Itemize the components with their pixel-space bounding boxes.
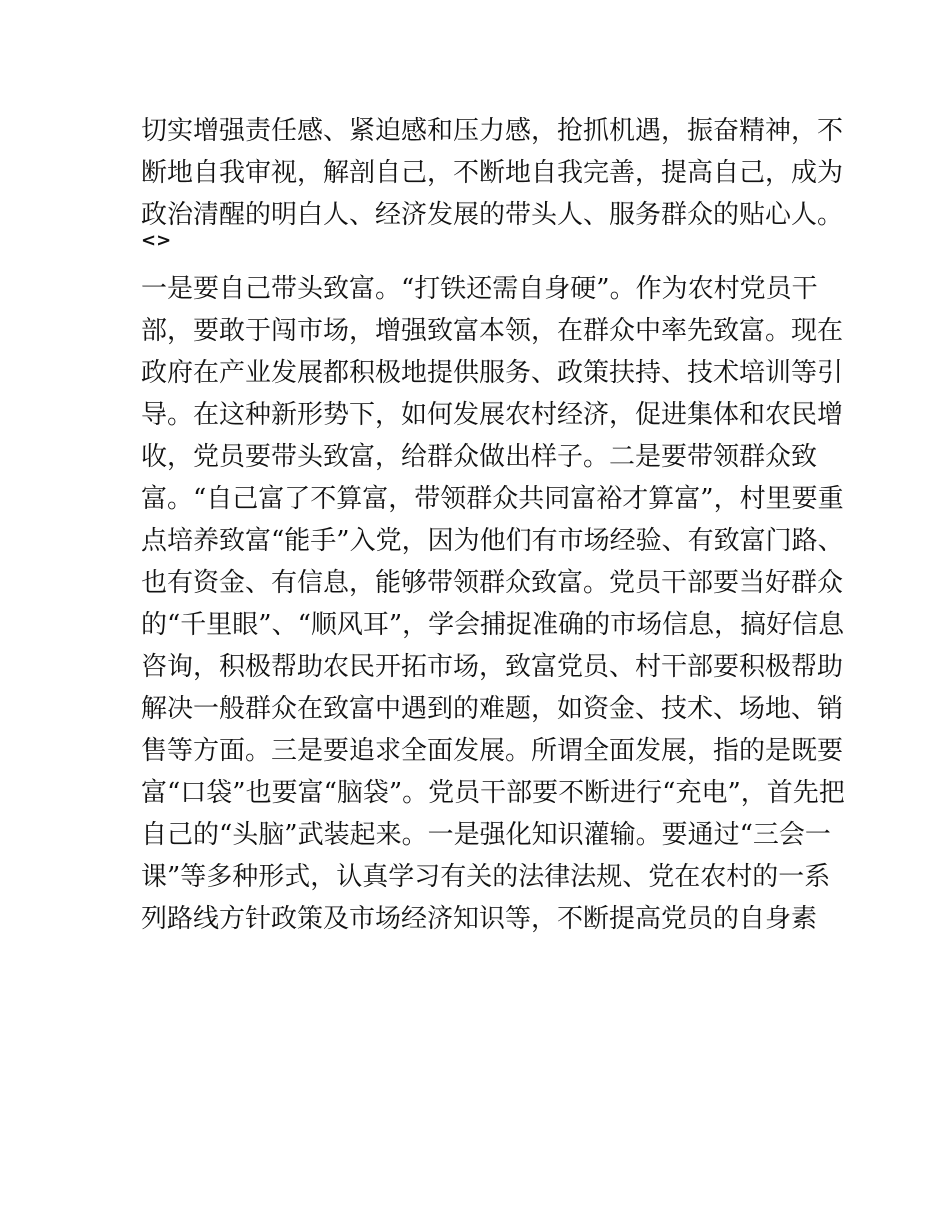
text-line: 自己的“头脑”武装起来。一是强化知识灌输。要通过“三会一 bbox=[141, 820, 831, 850]
text-line: 课”等多种形式，认真学习有关的法律法规、党在农村的一系 bbox=[141, 862, 831, 892]
text-line: 导。在这种新形势下，如何发展农村经济，促进集体和农民增 bbox=[141, 400, 844, 430]
text-line: 咨询，积极帮助农民开拓市场，致富党员、村干部要积极帮助 bbox=[141, 652, 844, 682]
text-line: 售等方面。三是要追求全面发展。所谓全面发展，指的是既要 bbox=[141, 736, 844, 766]
text-line: 富“口袋”也要富“脑袋”。党员干部要不断进行“充电”，首先把 bbox=[141, 778, 845, 808]
section-marker: <> bbox=[141, 230, 172, 251]
text-line: 部，要敢于闯市场，增强致富本领，在群众中率先致富。现在 bbox=[141, 316, 844, 346]
text-line: 收，党员要带头致富，给群众做出样子。二是要带领群众致 bbox=[141, 442, 818, 472]
text-line: 解决一般群众在致富中遇到的难题，如资金、技术、场地、销 bbox=[141, 694, 844, 724]
text-line: 切实增强责任感、紧迫感和压力感，抢抓机遇，振奋精神，不 bbox=[141, 116, 844, 146]
text-line: 列路线方针政策及市场经济知识等，不断提高党员的自身素 bbox=[141, 904, 818, 934]
text-line: 政府在产业发展都积极地提供服务、政策扶持、技术培训等引 bbox=[141, 358, 844, 388]
text-line: 政治清醒的明白人、经济发展的带头人、服务群众的贴心人。 bbox=[141, 200, 844, 230]
text-line: 一是要自己带头致富。“打铁还需自身硬”。作为农村党员干 bbox=[141, 274, 818, 304]
text-line: 也有资金、有信息，能够带领群众致富。党员干部要当好群众 bbox=[141, 568, 844, 598]
text-line: 断地自我审视，解剖自己，不断地自我完善，提高自己，成为 bbox=[141, 158, 844, 188]
text-line: 富。“自己富了不算富，带领群众共同富裕才算富”，村里要重 bbox=[141, 484, 844, 514]
text-line: 点培养致富“能手”入党，因为他们有市场经验、有致富门路、 bbox=[141, 526, 844, 556]
document-body bbox=[141, 110, 845, 940]
text-line: 的“千里眼”、“顺风耳”，学会捕捉准确的市场信息，搞好信息 bbox=[141, 610, 845, 640]
